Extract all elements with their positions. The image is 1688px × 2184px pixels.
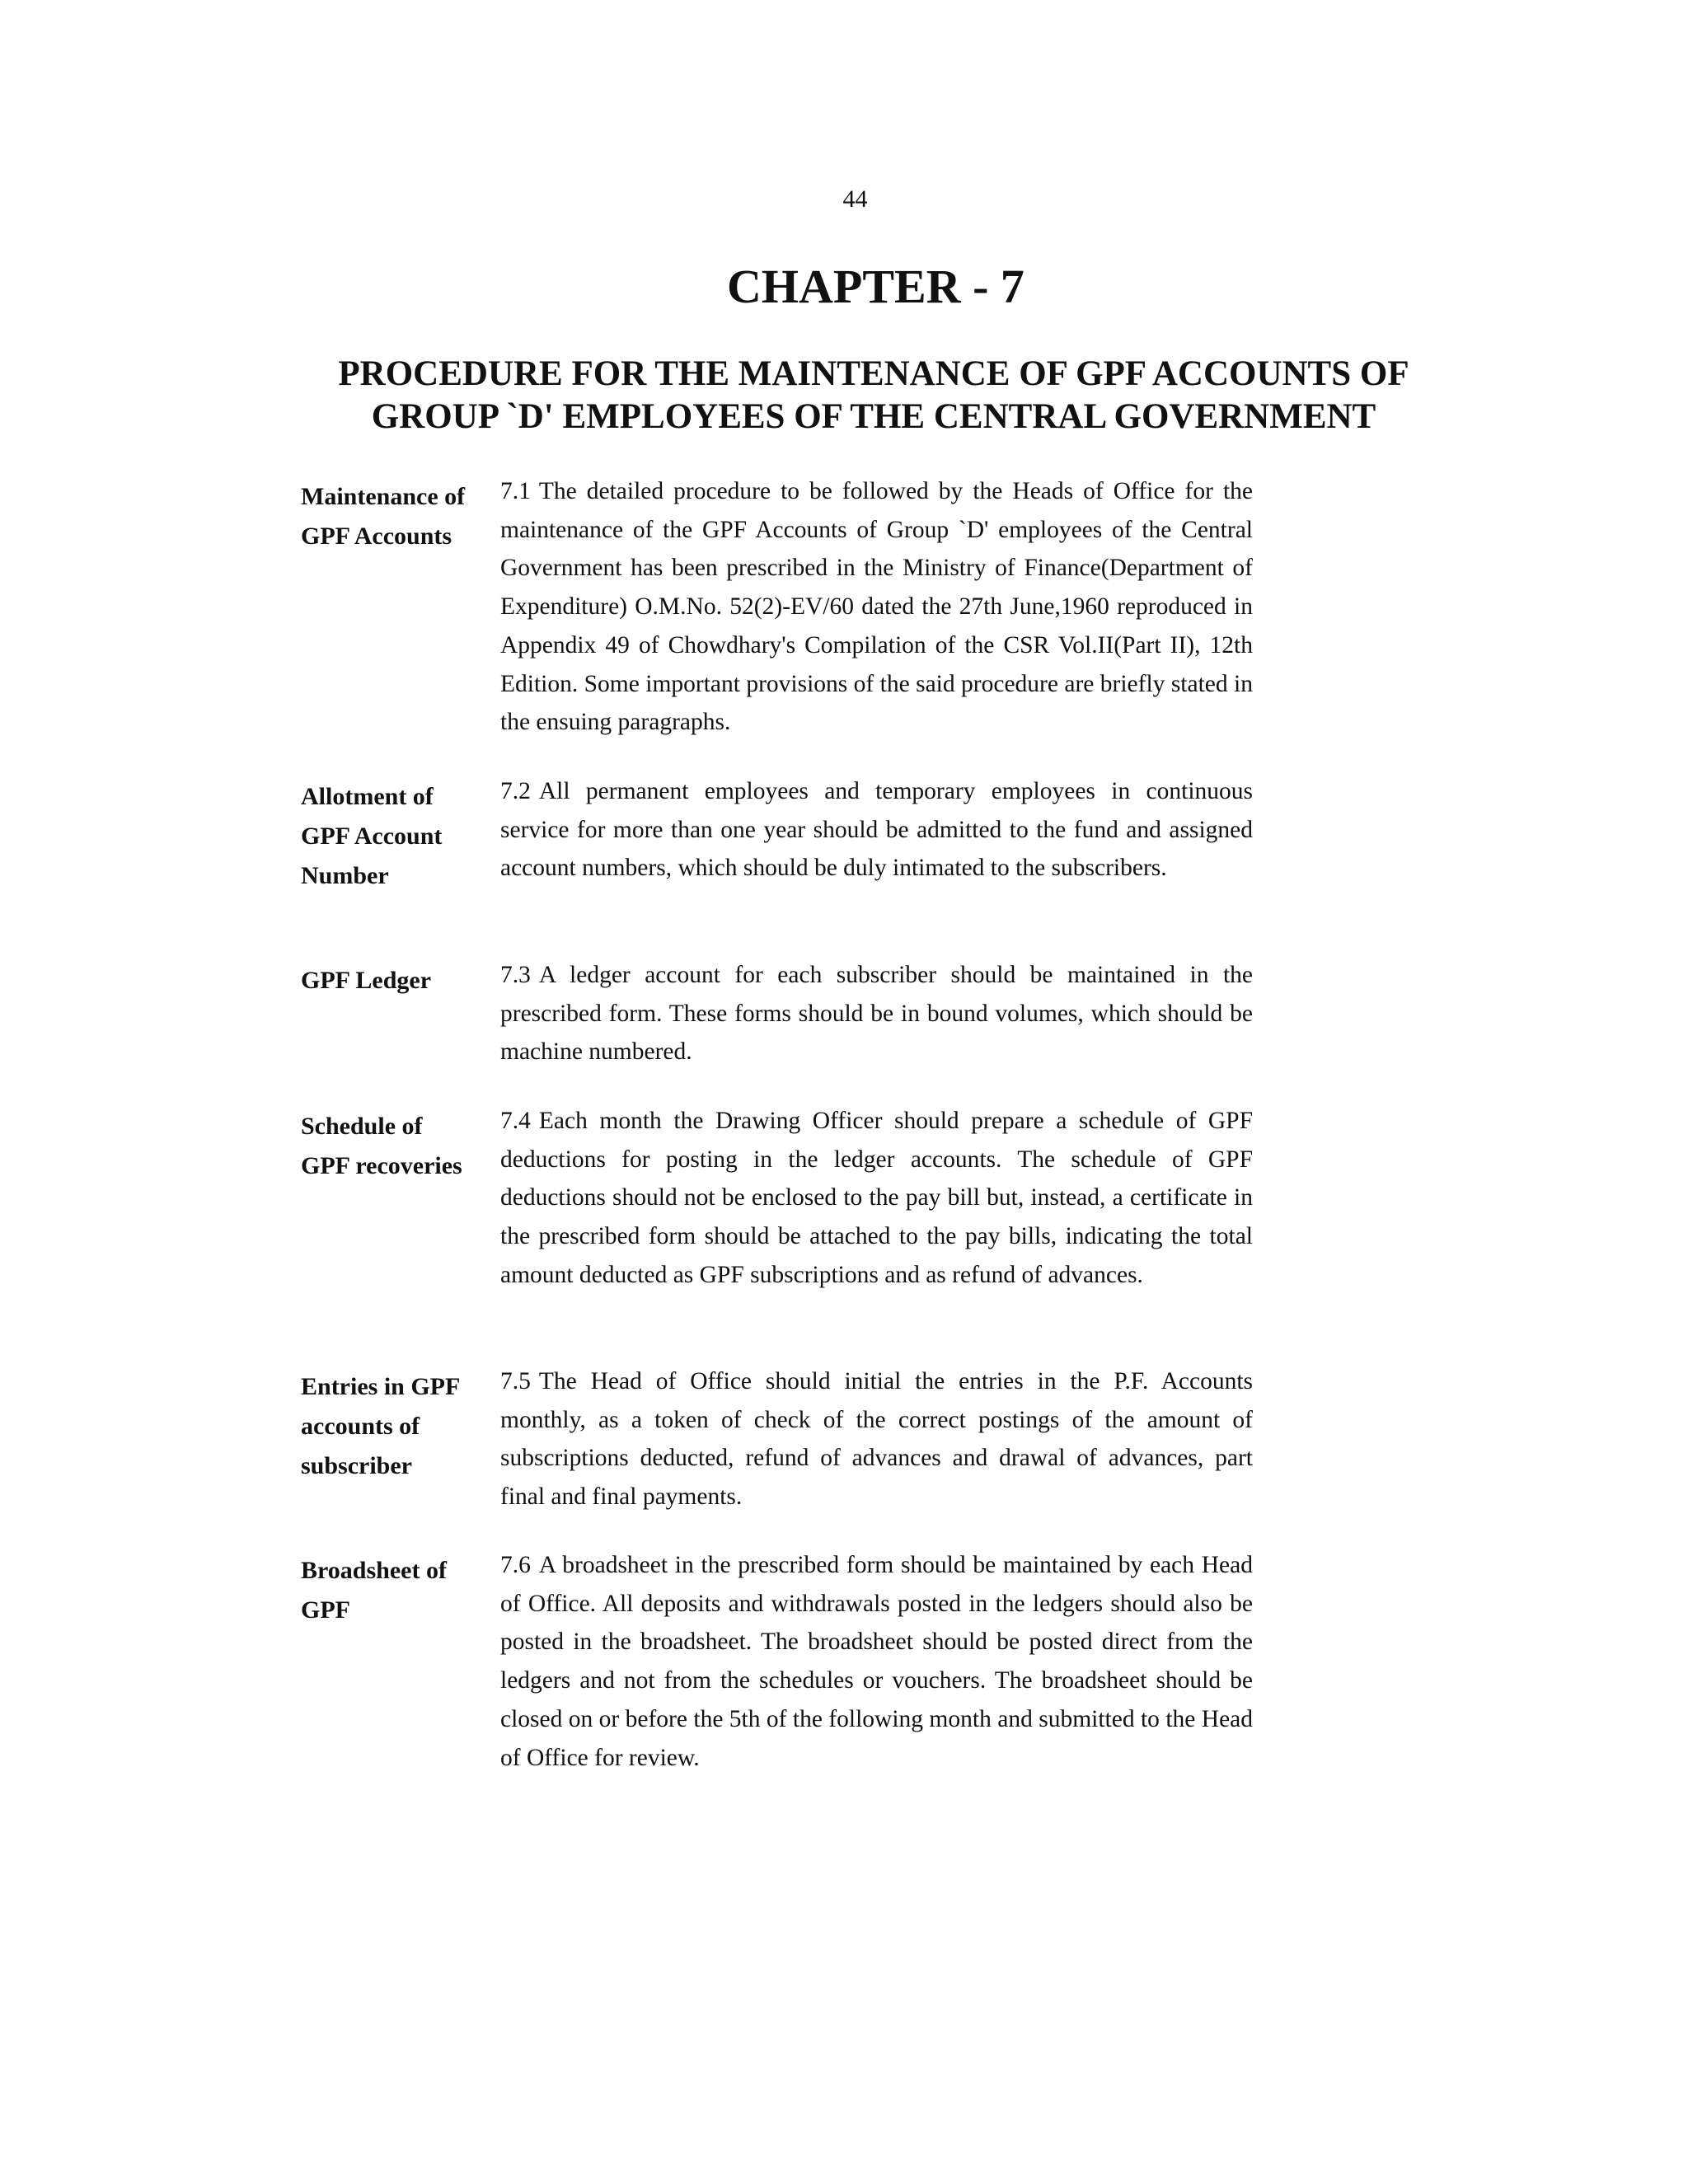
paragraph-text: A ledger account for each subscriber should be maintained in the prescribed form. These forms should be in bound volumes, which should be machine numbered. [500,962,1253,1066]
side-heading-line: GPF [301,1596,350,1624]
paragraph-text: A broadsheet in the prescribed form should be maintained by each Head of Office. All deposits and withdrawals posted in the ledgers should also be posted in the broadsheet. The broadsheet should be posted direct from the ledgers and not from the schedules or vouchers. The broadsheet should be closed on or before the 5th of the following month and submitted to the Head of Office for review. [500,1552,1253,1771]
paragraph [500,1362,1253,1516]
document-title-line: GROUP `D' EMPLOYEES OF THE CENTRAL GOVERNMENT [371,397,1376,436]
paragraph [500,956,1253,1071]
side-heading-line: Broadsheet of [301,1557,447,1584]
side-heading-line: Number [301,862,389,889]
chapter-title: CHAPTER - 7 [727,260,1025,313]
page-number: 44 [842,185,868,213]
paragraph-number: 7.6 [500,1552,531,1578]
paragraph-number: 7.2 [500,778,531,804]
paragraph [500,472,1253,742]
paragraph-number: 7.4 [500,1108,531,1134]
side-heading [301,961,499,1001]
side-heading-line: Entries in GPF [301,1373,461,1400]
paragraph [500,1102,1253,1295]
side-heading-line: subscriber [301,1452,412,1479]
side-heading [301,777,499,896]
paragraph-text: Each month the Drawing Officer should prepare a schedule of GPF deductions for posting in the ledger accounts. The schedule of GPF deductions should not be enclosed to the pay bill but, instead, a certificate in the prescribed form should be attached to the pay bills, indicating the total amount deducted as GPF subscriptions and as refund of advances. [500,1108,1253,1288]
paragraph-number: 7.1 [500,478,531,504]
document-title [313,353,1434,438]
paragraph-text: All permanent employees and temporary employees in continuous service for more than one year should be admitted to the fund and assigned account numbers, which should be duly intimated to the subscribers. [500,778,1253,882]
document-title-line: PROCEDURE FOR THE MAINTENANCE OF GPF ACCOUNTS OF [338,354,1409,393]
side-heading-line: GPF recoveries [301,1152,462,1179]
side-heading-line: GPF Accounts [301,523,452,550]
paragraph-number: 7.5 [500,1368,531,1394]
side-heading-line: GPF Account [301,823,443,850]
paragraph [500,1546,1253,1777]
side-heading-line: Maintenance of [301,483,466,510]
side-heading-line: GPF Ledger [301,967,432,994]
paragraph [500,772,1253,888]
side-heading [301,1367,499,1486]
paragraph-text: The detailed procedure to be followed by the Heads of Office for the maintenance of the GPF Accounts of Group `D' employees of the Central Government has been prescribed in the Ministry of Finance(Department of Expenditure) O.M.No. 52(2)-EV/60 dated the 27th June,1960 reproduced in Appendix 49 of Chowdhary's Compilation of the CSR Vol.II(Part II), 12th Edition. Some important provisions of the said procedure are briefly stated in the ensuing paragraphs. [500,478,1253,736]
paragraph-text: The Head of Office should initial the entries in the P.F. Accounts monthly, as a token of check of the correct postings of the amount of subscriptions deducted, refund of advances and drawal of advances, part final and final payments. [500,1368,1253,1511]
side-heading-line: accounts of [301,1413,420,1440]
paragraph-number: 7.3 [500,962,531,988]
side-heading [301,477,499,556]
side-heading-line: Schedule of [301,1113,423,1140]
side-heading-line: Allotment of [301,783,434,810]
side-heading [301,1551,499,1630]
side-heading [301,1107,499,1186]
